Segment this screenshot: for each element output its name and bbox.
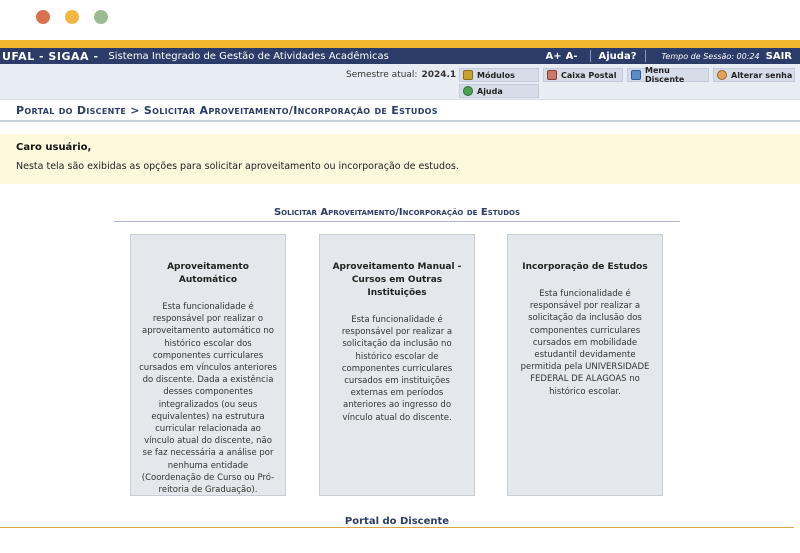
modules-label: Módulos [477, 70, 515, 80]
notice-message: Nesta tela são exibidas as opções para solicitar aproveitamento ou incorporação de estudos. [16, 161, 459, 172]
header-divider [645, 50, 646, 62]
section-title: Solicitar Aproveitamento/Incorporação de Estudos [114, 207, 680, 222]
notice-greeting: Caro usuário, [16, 142, 92, 153]
card-title: Incorporação de Estudos [522, 262, 648, 272]
mailbox-icon [547, 70, 557, 80]
student-menu-label: Menu Discente [645, 66, 685, 84]
window-chrome [0, 0, 800, 48]
current-semester [346, 70, 456, 80]
studies-incorporation-card[interactable] [507, 234, 663, 496]
card-description: Esta funcionalidade é responsável por realizar o aproveitamento automático no histórico escolar dos componentes curriculares cursados em vínculos anteriores do discente. Dada a existência desses componentes integralizados (ou seus equivalentes) na estrutura curricular relacionada ao vínculo atual do discente, não se faz necessária a análise por nenhuma entidade (Coordenação de Curso ou Pró-reitoria de Graduação). [139, 302, 277, 496]
logout-button[interactable]: SAIR [765, 50, 792, 62]
system-name: Sistema Integrado de Gestão de Atividades Acadêmicas [108, 50, 389, 62]
app-brand: UFAL - SIGAA - [2, 49, 99, 63]
breadcrumb [0, 100, 800, 122]
mailbox-button[interactable] [543, 68, 623, 82]
student-menu-button[interactable] [627, 68, 709, 82]
help-icon [463, 86, 473, 96]
sigaa-header [0, 48, 800, 64]
card-title: Aproveitamento Automático [167, 262, 249, 285]
semester-value: 2024.1 [421, 70, 457, 80]
card-title: Aproveitamento Manual - Cursos em Outras Instituições [332, 262, 462, 298]
automatic-credit-card[interactable] [130, 234, 286, 496]
header-divider [590, 50, 591, 62]
maximize-window-button[interactable] [94, 10, 108, 24]
change-password-label: Alterar senha [731, 70, 793, 80]
mailbox-label: Caixa Postal [561, 70, 617, 80]
notice-box [0, 134, 800, 184]
close-window-button[interactable] [36, 10, 50, 24]
manual-credit-card[interactable] [319, 234, 475, 496]
page-title: Portal do Discente > Solicitar Aproveitamento/Incorporação de Estudos [16, 103, 438, 117]
help-link[interactable]: Ajuda? [598, 50, 637, 62]
minimize-window-button[interactable] [65, 10, 79, 24]
footer-divider [0, 527, 794, 528]
font-decrease-button[interactable]: A- [565, 50, 578, 62]
card-description: Esta funcionalidade é responsável por realizar a solicitação da inclusão no histórico escolar de componentes curriculares cursados em instituições externas em períodos anteriores ao ingresso do vínculo atual do discente. [341, 315, 453, 423]
key-user-icon [717, 70, 727, 80]
change-password-button[interactable] [713, 68, 795, 82]
info-bar [0, 64, 800, 100]
session-timer: Tempo de Sessão: 00:24 [661, 51, 760, 61]
modules-icon [463, 70, 473, 80]
modules-button[interactable] [459, 68, 539, 82]
semester-label: Semestre atual: [346, 70, 418, 80]
student-portal-link[interactable]: Portal do Discente [344, 516, 450, 527]
header-controls [546, 48, 793, 64]
help-button[interactable] [459, 84, 539, 98]
help-label: Ajuda [477, 86, 503, 96]
font-increase-button[interactable]: A+ [545, 50, 562, 62]
card-description: Esta funcionalidade é responsável por realizar a solicitação da inclusão dos componentes curriculares cursados em mobilidade estudantil devidamente permitida pela UNIVERSIDADE FEDERAL DE ALAGOAS no histórico escolar. [520, 289, 650, 397]
menu-icon [631, 70, 641, 80]
